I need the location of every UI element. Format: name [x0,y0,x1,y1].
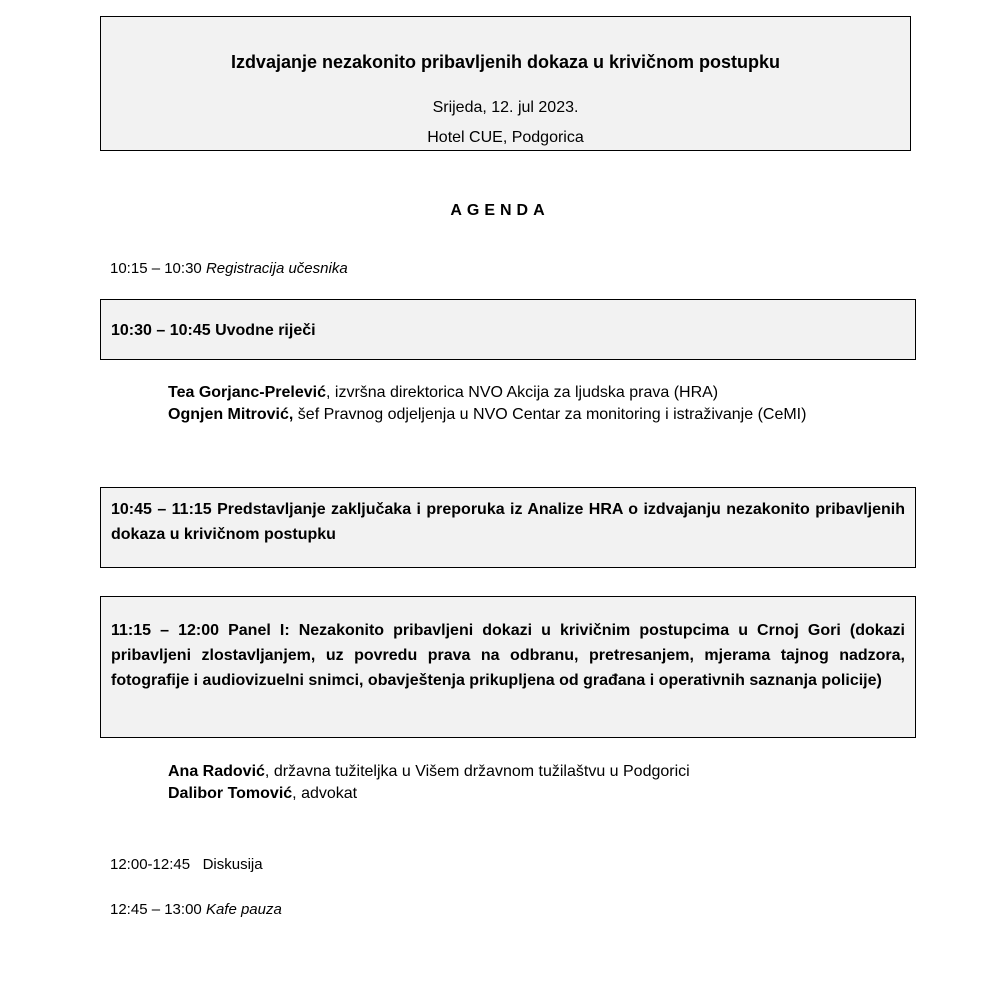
session-presentation-title: 10:45 – 11:15 Predstavljanje zaključaka i preporuka iz Analize HRA o izdvajanju nezakonito pribavljenih dokaza u krivičnom postupku [111,501,905,543]
speaker-item [168,404,890,426]
speaker-role: , advokat [292,785,358,802]
speaker-item [168,761,890,783]
session-opening-title: 10:30 – 10:45 Uvodne riječi [111,322,316,339]
event-venue: Hotel CUE, Podgorica [427,129,584,146]
session-presentation-box [100,487,916,568]
coffee-break-time: 12:45 – 13:00 [110,901,202,918]
registration-time: 10:15 – 10:30 [110,260,202,277]
event-date: Srijeda, 12. jul 2023. [432,99,579,116]
speaker-role: , izvršna direktorica NVO Akcija za ljudska prava (HRA) [326,384,719,401]
panel-speakers [168,761,890,805]
agenda-heading: AGENDA [450,202,550,219]
event-title: Izdvajanje nezakonito pribavljenih dokaza u krivičnom postupku [230,52,781,72]
registration-row [110,259,348,279]
speaker-name: Dalibor Tomović [168,785,293,802]
coffee-break-row [110,900,282,920]
speaker-name: Ana Radović [168,763,265,780]
speaker-item [168,382,890,404]
discussion-time: 12:00-12:45 [110,856,191,873]
session-opening-box [100,299,916,360]
opening-speakers [168,382,890,426]
speaker-role: , državna tužiteljka u Višem državnom tužilaštvu u Podgorici [264,763,690,780]
speaker-name: Tea Gorjanc-Prelević [168,384,326,401]
registration-label: Registracija učesnika [205,260,348,277]
speaker-role: šef Pravnog odjeljenja u NVO Centar za monitoring i istraživanje (CeMI) [293,406,807,423]
event-header-box [100,16,911,151]
speaker-name: Ognjen Mitrović, [168,406,294,423]
speaker-item [168,783,890,805]
coffee-break-label: Kafe pauza [205,901,282,918]
discussion-label: Diskusija [202,856,263,873]
session-panel-title: 11:15 – 12:00 Panel I: Nezakonito pribavljeni dokazi u krivičnim postupcima u Crnoj Gori (dokazi pribavljeni zlostavljanjem, uz povredu prava na odbranu, pretresanjem, mjerama tajnog nadzora, fotografije i audiovizuelni snimci, obavještenja prikupljena od građana i operativnih saznanja policije) [111,622,905,689]
session-panel-box [100,596,916,738]
discussion-row [110,855,263,875]
